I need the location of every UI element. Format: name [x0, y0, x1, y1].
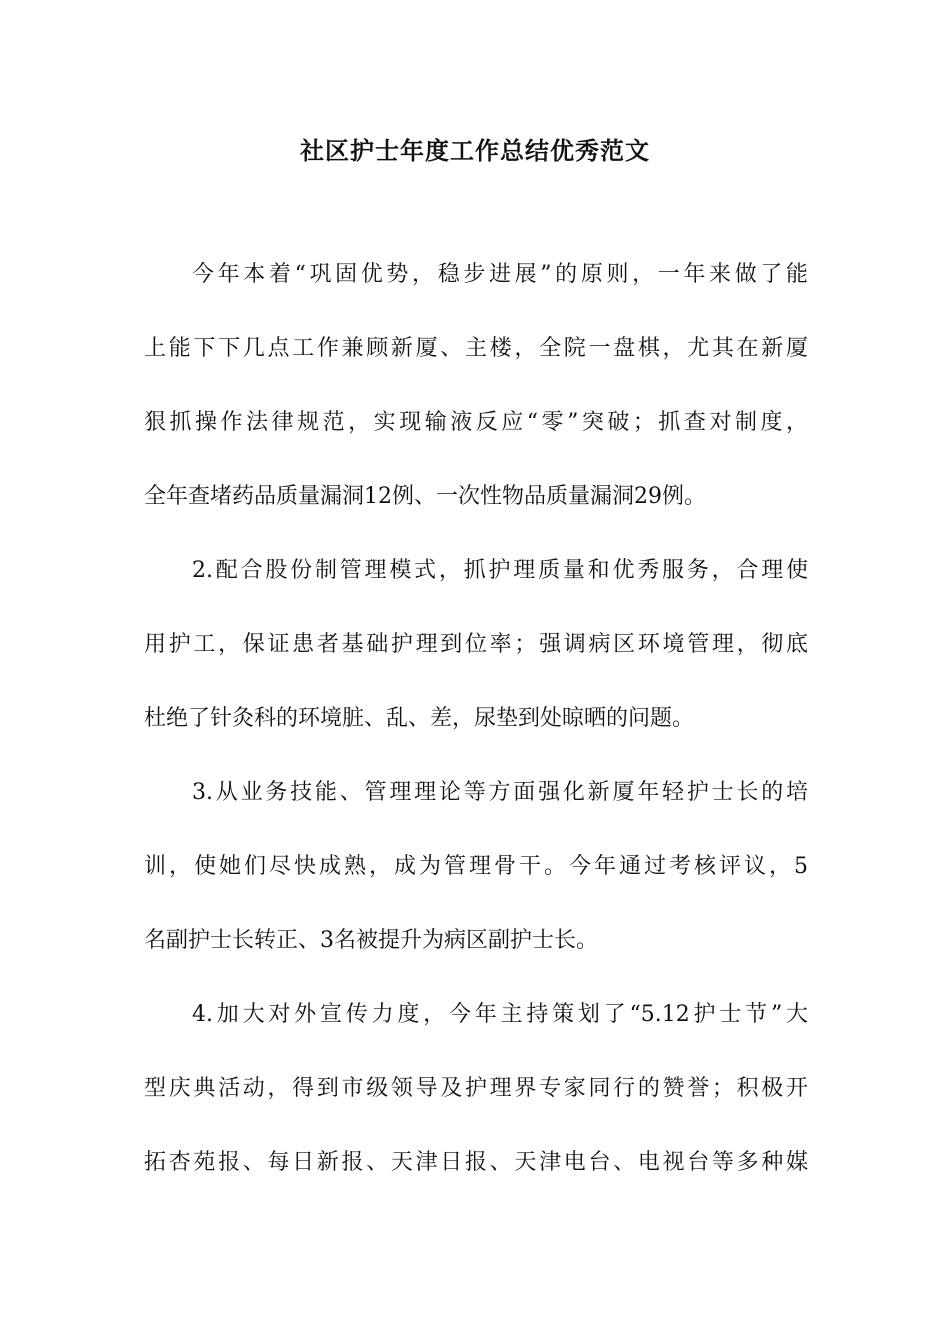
paragraph-2-line-3: 杜绝了针灸科的环境脏、乱、差，尿垫到处晾晒的问题。	[144, 706, 695, 731]
paragraph-1-line-3: 狠抓操作法律规范，实现输液反应“零”突破；抓查对制度，	[144, 410, 808, 435]
paragraph-1-line-2: 上能下下几点工作兼顾新厦、主楼，全院一盘棋，尤其在新厦	[144, 336, 808, 361]
paragraph-4-line-2: 型庆典活动，得到市级领导及护理界专家同行的赞誉；积极开	[144, 1076, 808, 1101]
paragraph-2-line-2: 用护工，保证患者基础护理到位率；强调病区环境管理，彻底	[144, 632, 808, 657]
paragraph-1-line-4: 全年查堵药品质量漏洞12例、一次性物品质量漏洞29例。	[144, 484, 706, 509]
paragraph-1-line-1: 今年本着“巩固优势，稳步进展”的原则，一年来做了能	[192, 262, 808, 287]
paragraph-3-line-3: 名副护士长转正、3名被提升为病区副护士长。	[144, 928, 598, 953]
paragraph-4-line-1: 4.加大对外宣传力度，今年主持策划了“5.12护士节”大	[192, 1002, 808, 1027]
document-body	[144, 256, 808, 1218]
paragraph-3-line-1: 3.从业务技能、管理理论等方面强化新厦年轻护士长的培	[192, 780, 808, 805]
paragraph-2-line-1: 2.配合股份制管理模式，抓护理质量和优秀服务，合理使	[192, 558, 808, 583]
paragraph-4-line-3: 拓杏苑报、每日新报、天津日报、天津电台、电视台等多种媒	[144, 1150, 808, 1175]
document-title: 社区护士年度工作总结优秀范文	[300, 136, 650, 165]
paragraph-3-line-2: 训，使她们尽快成熟，成为管理骨干。今年通过考核评议，5	[144, 854, 808, 879]
